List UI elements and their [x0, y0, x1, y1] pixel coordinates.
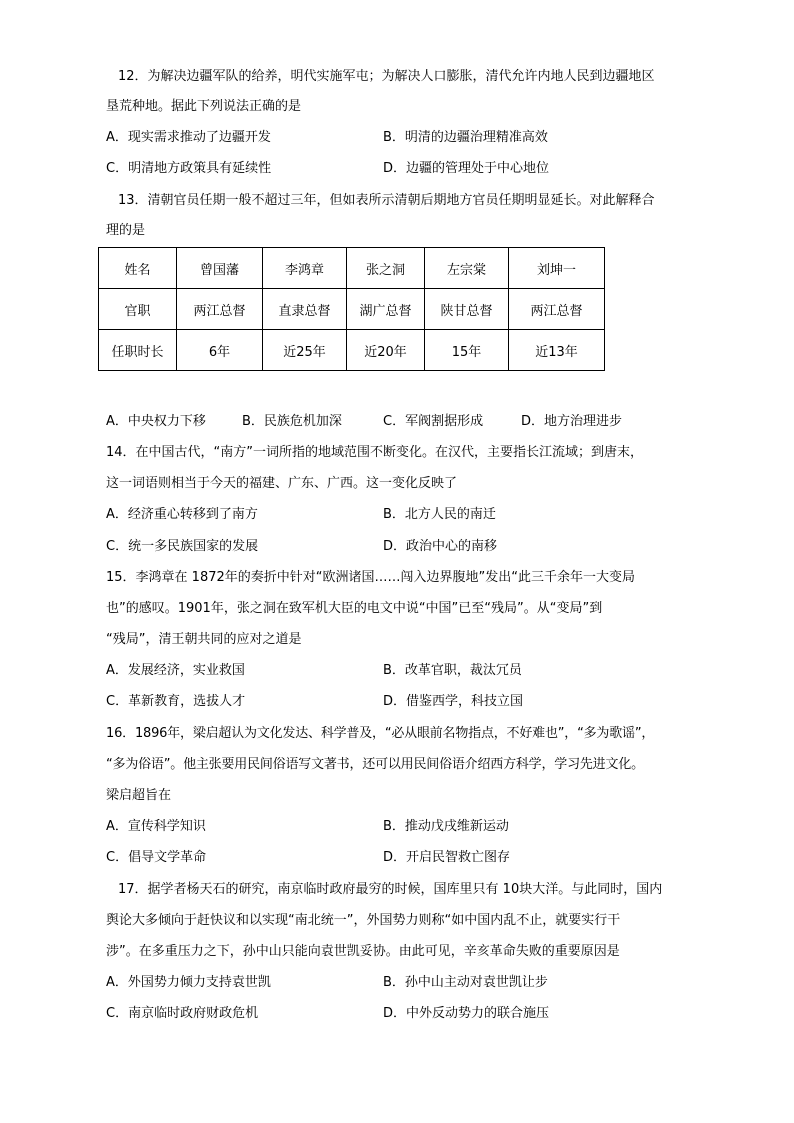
officials-table [98, 247, 605, 371]
table-cell: 近25年 [263, 330, 347, 371]
q13-stem-line2: 理的是 [106, 223, 146, 238]
q12-stem-line1: 12．为解决边疆军队的给养，明代实施军屯；为解决人口膨胀，清代允许内地人民到边疆地区 [118, 69, 655, 84]
q17-option-a: A．外国势力倾力支持袁世凯 [106, 975, 271, 990]
table-cell: 曾国藩 [177, 248, 263, 289]
q13-option-d: D．地方治理进步 [521, 414, 623, 429]
q16-stem-line2: “多为俗语”。他主张要用民间俗语写文著书，还可以用民间俗语介绍西方科学，学习先进文化。 [106, 757, 644, 772]
q17-stem-line2: 舆论大多倾向于赶快议和以实现“南北统一”，外国势力则称“如中国内乱不止，就要实行干 [106, 913, 621, 928]
q12-option-b: B．明清的边疆治理精准高效 [383, 130, 548, 145]
q15-option-b: B．改革官职，裁汰冗员 [383, 663, 522, 678]
table-cell: 官职 [99, 289, 177, 330]
q12-option-a: A．现实需求推动了边疆开发 [106, 130, 271, 145]
table-cell: 刘坤一 [509, 248, 605, 289]
table-cell: 两江总督 [177, 289, 263, 330]
q15-stem-line1: 15．李鸿章在 1872年的奏折中针对“欧洲诸国……闯入边界腹地”发出“此三千余年一大变局 [106, 570, 635, 585]
table-row [99, 330, 605, 371]
table-cell: 张之洞 [347, 248, 425, 289]
table-row [99, 248, 605, 289]
table-cell: 湖广总督 [347, 289, 425, 330]
q17-option-b: B．孙中山主动对袁世凯让步 [383, 975, 548, 990]
q17-option-c: C．南京临时政府财政危机 [106, 1006, 259, 1021]
q16-option-a: A．宣传科学知识 [106, 819, 206, 834]
q14-stem-line2: 这一词语则相当于今天的福建、广东、广西。这一变化反映了 [106, 476, 458, 491]
q14-option-d: D．政治中心的南移 [383, 539, 498, 554]
q16-stem-line1: 16．1896年，梁启超认为文化发达、科学普及，“必从眼前名物指点，不好难也”，“多为歌谣”， [106, 726, 655, 741]
q14-stem-line1: 14．在中国古代，“南方”一词所指的地域范围不断变化。在汉代，主要指长江流域；到唐末， [106, 445, 644, 460]
table-cell: 陕甘总督 [425, 289, 509, 330]
table-cell: 李鸿章 [263, 248, 347, 289]
q15-stem-line3: “残局”，清王朝共同的应对之道是 [106, 632, 302, 647]
table-cell: 左宗棠 [425, 248, 509, 289]
q13-option-b: B．民族危机加深 [242, 414, 342, 429]
table-cell: 姓名 [99, 248, 177, 289]
q12-option-d: D．边疆的管理处于中心地位 [383, 161, 550, 176]
table-cell: 直隶总督 [263, 289, 347, 330]
table-cell: 15年 [425, 330, 509, 371]
q13-option-c: C．军阀割据形成 [383, 414, 484, 429]
q14-option-a: A．经济重心转移到了南方 [106, 507, 258, 522]
q15-stem-line2: 也”的感叹。1901年，张之洞在致军机大臣的电文中说“中国”已至“残局”。从“变局”到 [106, 601, 603, 616]
q14-option-b: B．北方人民的南迁 [383, 507, 496, 522]
q13-stem-line1: 13．清朝官员任期一般不超过三年，但如表所示清朝后期地方官员任期明显延长。对此解释合 [118, 193, 655, 208]
table-row [99, 289, 605, 330]
q12-stem-line2: 垦荒种地。据此下列说法正确的是 [106, 99, 302, 114]
q15-option-d: D．借鉴西学，科技立国 [383, 694, 524, 709]
q17-option-d: D．中外反动势力的联合施压 [383, 1006, 550, 1021]
table-cell: 两江总督 [509, 289, 605, 330]
table-cell: 近13年 [509, 330, 605, 371]
q14-option-c: C．统一多民族国家的发展 [106, 539, 259, 554]
q15-option-c: C．革新教育，选拔人才 [106, 694, 246, 709]
q12-option-c: C．明清地方政策具有延续性 [106, 161, 272, 176]
q13-option-a: A．中央权力下移 [106, 414, 206, 429]
table-cell: 近20年 [347, 330, 425, 371]
q16-option-c: C．倡导文学革命 [106, 850, 207, 865]
table-cell: 6年 [177, 330, 263, 371]
q16-option-b: B．推动戊戌维新运动 [383, 819, 509, 834]
q16-option-d: D．开启民智救亡图存 [383, 850, 511, 865]
q17-stem-line3: 涉”。在多重压力之下，孙中山只能向袁世凯妥协。由此可见，辛亥革命失败的重要原因是 [106, 944, 620, 959]
q15-option-a: A．发展经济，实业救国 [106, 663, 245, 678]
q16-stem-line3: 梁启超旨在 [106, 788, 172, 803]
q17-stem-line1: 17．据学者杨天石的研究，南京临时政府最穷的时候，国库里只有 10块大洋。与此同时，国内 [118, 882, 663, 897]
table-cell: 任职时长 [99, 330, 177, 371]
